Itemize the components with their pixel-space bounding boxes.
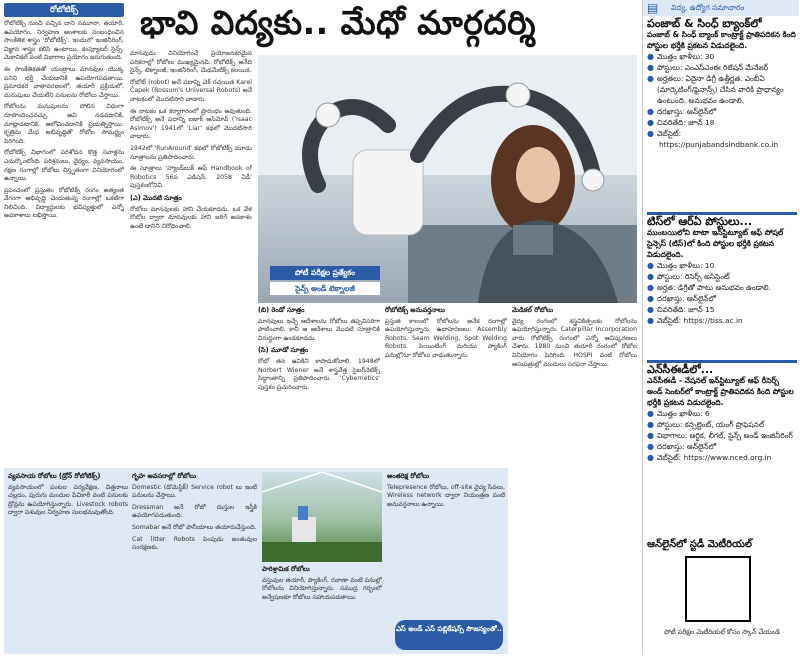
job-listing-2 (647, 216, 797, 326)
list-item: ● మొత్తం ఖాళీలు: 10 (647, 261, 715, 270)
paragraph: ప్రస్తుత కాలంలో రోబోలను అనేక రంగాల్లో ఉపయోగిస్తున్నారు. ఉదాహరణలు: Assembly Robots, Seam Welding, Spot Welding Robots. పెయింటింగ్‌ మరియు ప్యాకింగ్‌ పనుల్లోనూ రోబోలు వాడుతున్నారు. (385, 317, 507, 359)
photo-caption-primary: పోటీ పరీక్షల ప్రత్యేకం (270, 266, 380, 280)
robot-photo (258, 55, 637, 303)
greenhouse-photo (262, 472, 382, 562)
online-material-title: ఆన్‌లైన్‌లో స్టడీ మెటీరియల్‌ (647, 539, 752, 550)
column-2 (130, 50, 252, 470)
paragraph: రోబోటిక్స్‌ విభాగంలో పరిశోధన కొత్త సవాళ్లను ఎదుర్కొంటోంది. పరిశ్రమలు, వైద్యం, వ్యవసాయం, రక్షణ రంగాల్లో రోబోలు విస్తృతంగా వినియోగంలో ఉన్నాయి. (4, 149, 124, 183)
subheading: (బి) రెండో సూత్రం (258, 306, 305, 314)
job-title: పంజాబ్‌ & సింధ్‌ బ్యాంక్‌లో (647, 17, 762, 30)
bottom-column-3 (262, 565, 382, 650)
bottom-column-4 (387, 472, 505, 612)
list-item: ● దరఖాస్తు: ఆన్‌లైన్‌లో (647, 442, 717, 451)
column-5 (512, 306, 637, 651)
list-item: ● మొత్తం ఖాళీలు: 30 (647, 52, 715, 61)
list-item: ● దరఖాస్తు: ఆన్‌లైన్‌లో (647, 294, 717, 303)
list-item: Domestic (డొమెస్టిక్‌) Service robot లు ఇంటి పనులను చేస్తాయి. (132, 483, 257, 500)
list-item: ● పోస్టులు: ఎంఎస్‌ఎంఈ రిలేషన్‌ మేనేజర్‌ (647, 63, 769, 72)
list-item: ● పోస్టులు: కన్సల్టెంట్‌, యంగ్‌ ప్రొఫెషనల్‌ (647, 420, 765, 429)
list-item: ● విభాగాలు: ఆర్థిక, లీగల్‌, సైన్స్‌ అండ్‌ ఇంజినీరింగ్‌ (647, 431, 793, 440)
paragraph: రోబోలు మానవులకు హాని చేయకూడదు. ఒక వేళ రోబోల ద్వారా మానవులకు హాని జరిగే అవకాశం ఉంటే దానిని నిరోధించాలి. (130, 205, 252, 230)
job-lead: పంజాబ్‌ & సింధ్‌ బ్యాంక్‌ కాంట్రాక్ట్‌ ప్రాతిపదికన కింది పోస్టుల భర్తీకి ప్రకటన విడుదలైంది. (647, 30, 796, 50)
paragraph: వస్తువుల తయారీ, ప్యాకింగ్‌, రవాణా వంటి పనుల్లో రోబోలను వినియోగిస్తున్నారు. సముద్ర గర్భంలో అన్వేషణకూ రోబోలు సహాయపడతాయి. (262, 576, 382, 601)
paragraph: రోబోట్‌ (robot) అనే పదాన్ని చెక్‌ రచయిత Karel Čapek (Rossum's Universal Robots) అనే నాటకంలో మొదటిసారి వాడారు. (130, 78, 252, 103)
paragraph: వైద్య రంగంలో శస్త్రచికిత్సలకు రోబోలను ఉపయోగిస్తున్నారు. Caterpillar Incorporation వారు రోబోటిక్స్‌ రంగంలో ఎన్నో ఆవిష్కరణలు చేశారు. 1980 నుంచి తయారీ రంగంలో రోబోల వినియోగం పెరిగింది. HOSPI వంటి రోబోలు ఆసుపత్రుల్లో మందులు సరఫరా చేస్తాయి. (512, 317, 637, 368)
column-4 (385, 306, 507, 466)
subheading: (సి) మూడో సూత్రం (258, 346, 309, 355)
subheading: అంతరిక్ష రోబోలు (387, 472, 430, 480)
bottom-column-2 (132, 472, 257, 650)
list-item: ● చివరితేది: జూన్‌ 18 (647, 118, 715, 127)
job-listing-1 (647, 18, 797, 150)
list-item: ● దరఖాస్తు: ఆన్‌లైన్‌లో (647, 107, 717, 116)
list-item: ● పోస్టులు: రిసెర్చ్‌ అసిస్టెంట్‌ (647, 272, 730, 281)
books-icon: ▤ (647, 1, 659, 15)
paragraph: మానవులు ఇచ్చే ఆదేశాలను రోబోలు తప్పనిసరిగా పాటించాలి. కానీ ఆ ఆదేశాలు మొదటి సూత్రానికి విరుద్ధంగా ఉండకూడదు. (258, 317, 380, 342)
paragraph: రోబోలను మనుషులను పోలిన విధంగా రూపొందించవచ్చు. అవి నడవడానికి, మాట్లాడటానికి, ఆలోచించడానికి ప్రయత్నిస్తాయి. కృత్రిమ మేధ అభివృద్ధితో రోబోల సామర్థ్యం పెరిగింది. (4, 103, 124, 145)
handbook-line: ఈ సూత్రాలు 'హ్యాండ్‌బుక్‌ ఆఫ్‌ Handbook of Robotics 56వ ఎడిషన్‌, 2058 ఏడీ' పుస్తకంలోనివి. (130, 165, 252, 190)
list-item: ● చివరితేది: జూన్‌ 15 (647, 305, 715, 314)
paragraph: రోబోటిక్స్‌ నుంచి వచ్చిన దాని నమూనా, తయారీ, ఉపయోగం, నిర్వహణ అంశాలకు సంబంధించిన సాంకేతిక శాస్త్రం 'రోబోటిక్స్‌'. ఇందులో ఇంజినీరింగ్‌, విజ్ఞాన శాస్త్రం కలిసి ఉంటాయి. కంప్యూటర్‌ సైన్స్‌, మెకానికల్‌ వంటి విభాగాల ప్రయోగం జరుగుతుంది. (4, 20, 124, 62)
website-link[interactable]: https://punjabandsindbank.co.in (659, 140, 779, 149)
paragraph: ప్రపంచంలో ప్రస్తుతం రోబోటిక్స్‌ రంగం అత్యంత వేగంగా అభివృద్ధి చెందుతున్న రంగాల్లో ఒకటిగా నిలిచింది. విద్యార్థులకు భవిష్యత్తులో ఎన్నో అవకాశాలు లభిస్తాయి. (4, 186, 124, 220)
subheading: (ఎ) మొదటి సూత్రం (130, 193, 182, 202)
greenhouse-illustration (262, 472, 382, 562)
column-1 (4, 20, 124, 470)
list-item: Cat litter Robots పెంపుడు జంతువుల సంరక్షణకు. (132, 535, 257, 552)
list-item: ● వెబ్‌సైట్‌: https://www.nced.org.in (647, 453, 772, 462)
paragraph: వ్యవసాయంలో పంటల పర్యవేక్షణ, విత్తనాలు చల్లడం, పురుగు మందుల పిచికారీ వంటి పనులకు డ్రోన్లను ఉపయోగిస్తున్నారు. Livestock robots ద్వారా పశువుల నిర్వహణ సులభమవుతోంది. (8, 483, 128, 517)
list-item: ● అర్హతలు: ఏదైనా డిగ్రీ ఉత్తీర్ణత. ఎంబీఏ (మార్కెటింగ్‌/ఫైనాన్స్‌) చేసిన వారికి ప్రాధాన్యం ఉంటుంది. అనుభవం ఉండాలి. (647, 74, 784, 105)
paragraph: రోబో తన ఉనికిని కాపాడుకోవాలి. 1948లో Norbert Wiener అనే శాస్త్రవేత్త సైబర్‌నెటిక్స్‌ సిద్ధాంతాన్ని ప్రతిపాదించారు. 'Cybernetics' పుస్తకం ప్రచురించారు. (258, 357, 380, 391)
list-item: ● వెబ్‌సైట్‌: (647, 129, 682, 138)
sidebar (642, 0, 798, 655)
author-credit-pill: ఎస్‌ అండ్‌ ఎస్‌ పబ్లికేషన్స్‌ సౌజన్యంతో.. (395, 620, 503, 650)
qr-note: పోటీ పరీక్షల మెటీరియల్‌ కోసం స్కాన్‌ చేయండి (664, 628, 780, 636)
column-3 (258, 306, 380, 466)
job-lead: ఎన్‌సీఈడీ - నేషనల్‌ ఇన్‌స్టిట్యూట్‌ ఆఫ్‌ రీసెర్చ్‌ అండ్‌ సెంటర్‌లో కాంట్రాక్ట్‌ ప్రాతిపదికన కింది పోస్టుల భర్తీకి ప్రకటన విడుదలైంది. (647, 376, 794, 407)
job-lead: ముంబయిలోని టాటా ఇన్‌స్టిట్యూట్‌ ఆఫ్‌ సోషల్‌ సైన్సెస్‌ (టిస్‌)లో కింది పోస్టుల భర్తీకి ప్రకటన విడుదలైంది. (647, 228, 784, 259)
bottom-column-1 (8, 472, 128, 650)
paragraph: Telepresence రోబోలు, off-site వైద్య సేవలు, Wireless network ద్వారా నియంత్రణ వంటి అనువర్తనాలు ఉన్నాయి. (387, 483, 505, 508)
job-title: టిస్‌లో ఆర్‌ఏ పోస్టులు... (647, 215, 753, 228)
list-item: ● వెబ్‌సైట్‌: https://tiss.ac.in (647, 316, 743, 325)
photo-caption-secondary: సైన్స్ అండ్ టెక్నాలజీ (270, 282, 380, 295)
paragraph: మానవుడు వినియోగించే ప్రయోజనకరమైన పరికరాల్లో రోబోలు ముఖ్యమైనవి. రోబోటిక్స్‌ అనేది సైన్స్‌, టెక్నాలజీ, ఇంజినీరింగ్‌, మేథమేటిక్స్‌ కలయిక. (130, 50, 252, 75)
paragraph: ఈ నాటకం ఒక కర్మాగారంలో ప్రారంభం అవుతుంది. రోబోటిక్స్‌ అనే పదాన్ని ఐజాక్‌ అసిమోవ్‌ ('Isaac Asimov') 1941లో 'Liar' కథలో మొదటిసారి వాడారు. (130, 107, 252, 141)
sidebar-banner: విద్య, ఉద్యోగ సమాచారం (643, 0, 799, 16)
qr-code[interactable] (685, 556, 751, 622)
subheading: పారిశ్రామిక రోబోలు (262, 565, 310, 573)
section-tab: రోబోటిక్స్ (4, 3, 124, 17)
list-item: Dressman అనే రోబో దుస్తుల ఇస్త్రీకి ఉపయోగపడుతుంది. (132, 503, 257, 520)
subheading: రోబోటిక్స్‌ అనువర్తనాలు (385, 306, 445, 314)
job-title: ఎన్‌సీఈడీలో... (647, 363, 714, 376)
subheading: గృహ అవసరాల్లో రోబోలు (132, 472, 197, 480)
paragraph: 1942లో 'RunAround' కథలో రోబోటిక్స్‌ మూడు సూత్రాలను ప్రతిపాదించారు. (130, 144, 252, 161)
subheading: వ్యవసాయ రోబోలు (డ్రోన్‌ రోబోటిక్స్‌) (8, 472, 101, 480)
list-item: ● అర్హత: డిగ్రీతో పాటు అనుభవం ఉండాలి. (647, 283, 771, 292)
headline: భావి విద్యకు.. మేధో మార్గదర్శి (140, 3, 537, 42)
job-listing-3 (647, 364, 797, 463)
list-item: ● మొత్తం ఖాళీలు: 6 (647, 409, 710, 418)
paragraph: ఈ సాంకేతికతతో యంత్రాలు మానవుల యొక్క పనిని భర్తీ చేయడానికి ఉపయోగపడతాయి. ప్రమాదకర వాతావరణంలో, తయారీ ప్రక్రియలో, మనుషులు చేయలేని పనులను రోబోలు చేస్తాయి. (4, 65, 124, 99)
list-item: Somabar అనే రోబో పానీయాలు తయారుచేస్తుంది. (132, 523, 257, 531)
subheading: మెడికల్‌ రోబోలు (512, 306, 553, 314)
